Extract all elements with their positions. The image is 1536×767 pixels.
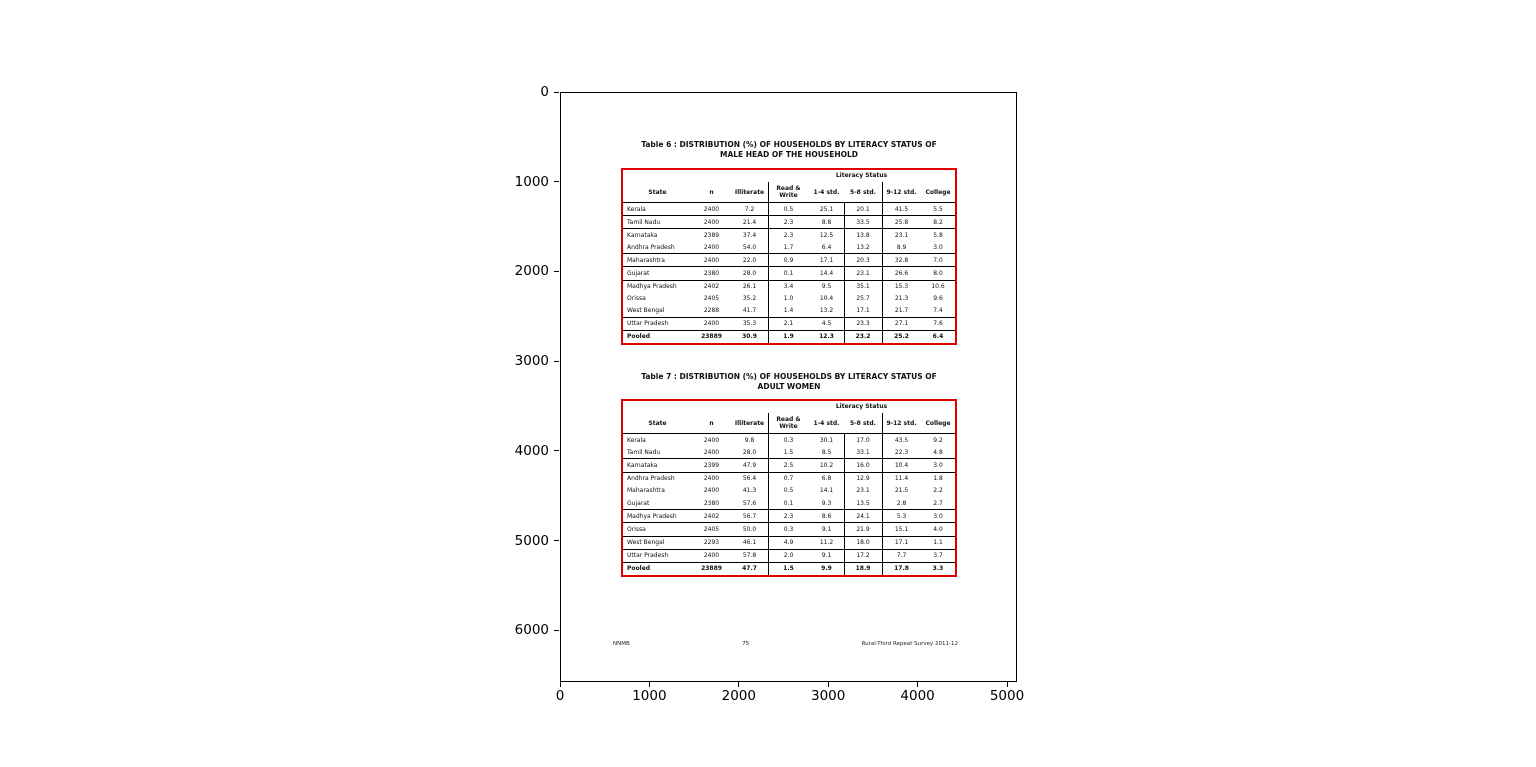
value-cell: 2400 xyxy=(703,475,720,483)
value-cell: 7.2 xyxy=(744,205,755,213)
value-cell: 13.5 xyxy=(856,499,870,507)
table-row xyxy=(623,459,955,472)
x-tick-mark xyxy=(1007,682,1008,687)
value-cell: 32.8 xyxy=(894,256,909,264)
table-7-title-line2: ADULT WOMEN xyxy=(757,381,821,391)
value-cell: 56.4 xyxy=(742,475,757,483)
value-cell: 0.9 xyxy=(783,256,794,264)
value-cell: 23.3 xyxy=(856,320,870,328)
value-cell: 28.0 xyxy=(742,270,757,278)
value-cell: 2389 xyxy=(703,231,720,239)
value-cell: 23889 xyxy=(701,333,722,341)
value-cell: 23.1 xyxy=(894,231,909,239)
column-header: n xyxy=(709,188,714,196)
state-cell: Kerala xyxy=(627,436,646,444)
value-cell: 2400 xyxy=(703,256,720,264)
value-cell: 0.1 xyxy=(783,270,794,278)
state-cell: Gujarat xyxy=(627,270,650,278)
state-cell: Karnataka xyxy=(627,231,658,239)
value-cell: 5.8 xyxy=(933,231,943,239)
state-cell: Pooled xyxy=(627,565,651,573)
value-cell: 47.7 xyxy=(742,565,757,573)
value-cell: 0.3 xyxy=(783,525,794,533)
value-cell: 2.1 xyxy=(783,320,794,328)
value-cell: 14.4 xyxy=(819,270,834,278)
column-header: College xyxy=(925,188,951,196)
table-row xyxy=(623,497,955,510)
value-cell: 0.1 xyxy=(783,499,794,507)
x-tick-mark xyxy=(649,682,650,687)
value-cell: 21.3 xyxy=(894,295,909,303)
table-6-title-line1: Table 6 : DISTRIBUTION (%) OF HOUSEHOLDS BY LITERACY STATUS OF xyxy=(641,140,937,149)
column-header: State xyxy=(648,419,667,427)
table-row xyxy=(623,550,955,563)
state-cell: Maharashtra xyxy=(627,487,665,495)
value-cell: 4.8 xyxy=(933,448,943,456)
value-cell: 11.2 xyxy=(819,539,834,547)
literacy-status-group-header: Literacy Status xyxy=(835,172,888,179)
value-cell: 9.5 xyxy=(821,283,832,291)
column-header: 1-4 std. xyxy=(813,419,840,427)
column-header: 5-8 std. xyxy=(850,188,876,196)
value-cell: 35.1 xyxy=(856,283,870,291)
value-cell: 23.2 xyxy=(855,333,871,341)
value-cell: 12.5 xyxy=(819,231,834,239)
value-cell: 20.1 xyxy=(856,205,870,213)
table-row xyxy=(623,254,955,267)
value-cell: 17.0 xyxy=(856,436,870,444)
value-cell: 50.0 xyxy=(742,525,757,533)
value-cell: 17.8 xyxy=(894,565,909,573)
table-7 xyxy=(621,399,957,577)
table-row xyxy=(623,293,955,305)
x-tick-label: 4000 xyxy=(900,688,935,704)
value-cell: 2293 xyxy=(703,539,720,547)
value-cell: 21.7 xyxy=(894,307,909,315)
column-header: Illiterate xyxy=(734,188,765,196)
scanned-document-page xyxy=(561,93,1016,681)
value-cell: 16.0 xyxy=(856,461,870,469)
x-tick-mark xyxy=(560,682,561,687)
x-tick-label: 2000 xyxy=(721,688,756,704)
table-row xyxy=(623,216,955,229)
state-cell: Maharashtra xyxy=(627,256,665,264)
value-cell: 10.4 xyxy=(894,461,909,469)
table-row xyxy=(623,523,955,536)
value-cell: 57.6 xyxy=(742,499,757,507)
value-cell: 3.0 xyxy=(933,243,943,251)
value-cell: 17.1 xyxy=(894,539,909,547)
value-cell: 2.3 xyxy=(783,231,794,239)
state-cell: West Bengal xyxy=(627,539,665,547)
table-body xyxy=(623,433,955,575)
state-cell: Uttar Pradesh xyxy=(627,320,669,328)
x-tick-mark xyxy=(828,682,829,687)
value-cell: 46.1 xyxy=(742,539,757,547)
value-cell: 13.2 xyxy=(819,307,834,315)
value-cell: 2400 xyxy=(703,243,720,251)
value-cell: 6.8 xyxy=(821,475,832,483)
footer-page-number: 75 xyxy=(742,640,750,647)
state-cell: Tamil Nadu xyxy=(627,448,661,456)
column-header: n xyxy=(709,419,714,427)
value-cell: 1.9 xyxy=(783,333,794,341)
value-cell: 12.3 xyxy=(819,333,834,341)
value-cell: 17.1 xyxy=(856,307,870,315)
literacy-status-group-header: Literacy Status xyxy=(835,403,888,410)
value-cell: 30.1 xyxy=(819,436,834,444)
value-cell: 47.9 xyxy=(742,461,757,469)
column-header: Read & Write xyxy=(776,185,801,199)
value-cell: 10.2 xyxy=(819,461,834,469)
value-cell: 1.1 xyxy=(933,539,943,547)
value-cell: 8.0 xyxy=(933,270,943,278)
value-cell: 10.6 xyxy=(931,283,945,291)
value-cell: 9.1 xyxy=(821,525,832,533)
value-cell: 2.7 xyxy=(933,499,943,507)
value-cell: 2402 xyxy=(703,512,720,520)
state-cell: Andhra Pradesh xyxy=(627,475,675,483)
value-cell: 13.2 xyxy=(856,243,870,251)
value-cell: 17.1 xyxy=(819,256,834,264)
y-tick-label: 4000 xyxy=(514,442,549,459)
table-row xyxy=(623,331,955,343)
value-cell: 11.4 xyxy=(894,475,909,483)
state-cell: Orissa xyxy=(627,295,646,303)
value-cell: 6.4 xyxy=(932,333,944,341)
value-cell: 2400 xyxy=(703,218,720,226)
value-cell: 12.9 xyxy=(856,475,870,483)
value-cell: 25.8 xyxy=(894,218,909,226)
table-row xyxy=(623,510,955,523)
table-row xyxy=(623,305,955,318)
table-row xyxy=(623,203,955,216)
value-cell: 8.9 xyxy=(896,243,907,251)
value-cell: 15.3 xyxy=(894,283,909,291)
table-6 xyxy=(621,168,957,345)
value-cell: 35.2 xyxy=(742,295,757,303)
x-tick-mark xyxy=(917,682,918,687)
value-cell: 2405 xyxy=(703,525,720,533)
column-header: 1-4 std. xyxy=(813,188,840,196)
y-tick-mark xyxy=(554,271,559,272)
value-cell: 41.7 xyxy=(742,307,757,315)
x-tick-label: 5000 xyxy=(989,688,1025,704)
value-cell: 7.4 xyxy=(933,307,943,315)
value-cell: 2405 xyxy=(703,295,720,303)
table-row xyxy=(623,241,955,254)
state-cell: Uttar Pradesh xyxy=(627,552,669,560)
state-cell: Tamil Nadu xyxy=(627,218,661,226)
value-cell: 21.4 xyxy=(742,218,757,226)
table-7-title xyxy=(621,372,957,391)
value-cell: 8.5 xyxy=(821,448,832,456)
value-cell: 21.5 xyxy=(894,487,909,495)
y-tick-mark xyxy=(554,361,559,362)
value-cell: 4.9 xyxy=(783,539,794,547)
value-cell: 8.2 xyxy=(933,218,943,226)
value-cell: 3.3 xyxy=(932,565,944,573)
state-cell: Orissa xyxy=(627,525,646,533)
value-cell: 0.5 xyxy=(783,205,794,213)
value-cell: 30.9 xyxy=(742,333,757,341)
column-header: College xyxy=(925,419,951,427)
value-cell: 1.0 xyxy=(783,295,794,303)
value-cell: 20.3 xyxy=(856,256,870,264)
table-row xyxy=(623,485,955,497)
value-cell: 17.2 xyxy=(856,552,870,560)
value-cell: 7.7 xyxy=(896,552,907,560)
value-cell: 2380 xyxy=(703,270,720,278)
value-cell: 13.8 xyxy=(856,231,870,239)
value-cell: 9.8 xyxy=(744,436,755,444)
y-tick-label: 1000 xyxy=(514,173,549,190)
value-cell: 23.1 xyxy=(856,487,870,495)
value-cell: 27.1 xyxy=(894,320,909,328)
value-cell: 5.5 xyxy=(933,205,943,213)
value-cell: 22.3 xyxy=(894,448,909,456)
table-header-row xyxy=(623,182,955,202)
table-6-title-line2: MALE HEAD OF THE HOUSEHOLD xyxy=(720,149,858,159)
value-cell: 23.1 xyxy=(856,270,870,278)
value-cell: 26.1 xyxy=(742,283,757,291)
value-cell: 2.8 xyxy=(896,499,907,507)
y-tick-label: 6000 xyxy=(514,622,549,639)
value-cell: 56.7 xyxy=(742,512,757,520)
value-cell: 25.2 xyxy=(894,333,909,341)
state-cell: Gujarat xyxy=(627,499,650,507)
value-cell: 35.3 xyxy=(742,320,757,328)
value-cell: 23889 xyxy=(701,565,722,573)
value-cell: 2380 xyxy=(703,499,720,507)
column-header: Read & Write xyxy=(776,416,801,430)
x-tick-label: 3000 xyxy=(811,688,846,704)
x-tick-label: 1000 xyxy=(632,688,667,704)
state-cell: Andhra Pradesh xyxy=(627,243,675,251)
value-cell: 2402 xyxy=(703,283,720,291)
y-tick-label: 3000 xyxy=(514,353,549,370)
value-cell: 8.6 xyxy=(821,512,832,520)
value-cell: 25.1 xyxy=(819,205,834,213)
plot-axes xyxy=(560,92,1017,682)
value-cell: 21.9 xyxy=(856,525,870,533)
value-cell: 2.2 xyxy=(933,487,943,495)
table-row xyxy=(623,281,955,293)
value-cell: 33.1 xyxy=(856,448,870,456)
value-cell: 1.5 xyxy=(783,448,794,456)
value-cell: 2400 xyxy=(703,205,720,213)
column-header: State xyxy=(648,188,667,196)
table-row xyxy=(623,229,955,241)
value-cell: 25.7 xyxy=(856,295,870,303)
table-header-row xyxy=(623,413,955,433)
table-body xyxy=(623,202,955,343)
value-cell: 26.6 xyxy=(894,270,909,278)
value-cell: 37.4 xyxy=(742,231,757,239)
table-row xyxy=(623,434,955,446)
state-cell: Kerala xyxy=(627,205,646,213)
value-cell: 9.6 xyxy=(933,295,943,303)
value-cell: 9.1 xyxy=(821,552,832,560)
value-cell: 9.3 xyxy=(821,499,832,507)
page-footer xyxy=(613,639,958,648)
value-cell: 1.8 xyxy=(933,475,943,483)
y-tick-mark xyxy=(554,92,559,93)
state-cell: Madhya Pradesh xyxy=(627,283,677,291)
value-cell: 3.4 xyxy=(783,283,794,291)
y-tick-label: 5000 xyxy=(514,532,549,549)
value-cell: 1.4 xyxy=(783,307,794,315)
value-cell: 0.7 xyxy=(783,475,794,483)
state-cell: West Bengal xyxy=(627,307,665,315)
table-row xyxy=(623,473,955,485)
table-row xyxy=(623,267,955,280)
value-cell: 4.0 xyxy=(933,525,943,533)
footer-right: Rural-Third Repeat Survey 2011-12 xyxy=(861,640,958,647)
column-header: 9-12 std. xyxy=(886,419,917,427)
value-cell: 9.9 xyxy=(821,565,832,573)
value-cell: 7.0 xyxy=(933,256,943,264)
table-row xyxy=(623,446,955,459)
value-cell: 9.2 xyxy=(933,436,943,444)
value-cell: 3.0 xyxy=(933,512,943,520)
y-tick-mark xyxy=(554,630,559,631)
column-header: Illiterate xyxy=(734,419,765,427)
footer-left: NNMB xyxy=(613,640,630,647)
table-row xyxy=(623,563,955,575)
y-tick-mark xyxy=(554,540,559,541)
table-7-title-line1: Table 7 : DISTRIBUTION (%) OF HOUSEHOLDS BY LITERACY STATUS OF xyxy=(641,372,937,381)
state-cell: Karnataka xyxy=(627,461,658,469)
value-cell: 0.5 xyxy=(783,487,794,495)
value-cell: 0.3 xyxy=(783,436,794,444)
value-cell: 54.0 xyxy=(742,243,757,251)
value-cell: 15.1 xyxy=(894,525,909,533)
column-header: 9-12 std. xyxy=(886,188,917,196)
value-cell: 57.8 xyxy=(742,552,757,560)
table-6-title xyxy=(621,140,957,159)
value-cell: 2399 xyxy=(703,461,720,469)
value-cell: 2400 xyxy=(703,320,720,328)
y-tick-mark xyxy=(554,450,559,451)
y-tick-label: 0 xyxy=(540,84,549,100)
x-tick-label: 0 xyxy=(555,688,565,704)
value-cell: 2400 xyxy=(703,448,720,456)
column-header: 5-8 std. xyxy=(850,419,876,427)
value-cell: 1.7 xyxy=(783,243,794,251)
value-cell: 43.5 xyxy=(894,436,909,444)
table-row xyxy=(623,537,955,550)
value-cell: 18.0 xyxy=(856,539,870,547)
value-cell: 2.0 xyxy=(783,552,794,560)
value-cell: 2288 xyxy=(703,307,720,315)
value-cell: 7.6 xyxy=(933,320,943,328)
state-cell: Madhya Pradesh xyxy=(627,512,677,520)
value-cell: 5.3 xyxy=(896,512,907,520)
value-cell: 18.9 xyxy=(855,565,871,573)
value-cell: 8.8 xyxy=(821,218,832,226)
value-cell: 22.0 xyxy=(742,256,757,264)
value-cell: 14.1 xyxy=(819,487,834,495)
table-row xyxy=(623,318,955,331)
value-cell: 2400 xyxy=(703,552,720,560)
value-cell: 3.0 xyxy=(933,461,943,469)
value-cell: 2.3 xyxy=(783,218,794,226)
value-cell: 4.5 xyxy=(821,320,832,328)
y-tick-label: 2000 xyxy=(514,263,549,280)
value-cell: 24.1 xyxy=(856,512,870,520)
value-cell: 2400 xyxy=(703,487,720,495)
value-cell: 1.5 xyxy=(783,565,794,573)
state-cell: Pooled xyxy=(627,333,651,341)
value-cell: 2.5 xyxy=(783,461,794,469)
value-cell: 2.3 xyxy=(783,512,794,520)
value-cell: 2400 xyxy=(703,436,720,444)
value-cell: 28.0 xyxy=(742,448,757,456)
value-cell: 3.7 xyxy=(933,552,943,560)
x-tick-mark xyxy=(738,682,739,687)
value-cell: 10.4 xyxy=(819,295,834,303)
value-cell: 6.4 xyxy=(821,243,832,251)
value-cell: 41.3 xyxy=(742,487,757,495)
value-cell: 41.5 xyxy=(894,205,909,213)
value-cell: 33.5 xyxy=(856,218,870,226)
y-tick-mark xyxy=(554,181,559,182)
